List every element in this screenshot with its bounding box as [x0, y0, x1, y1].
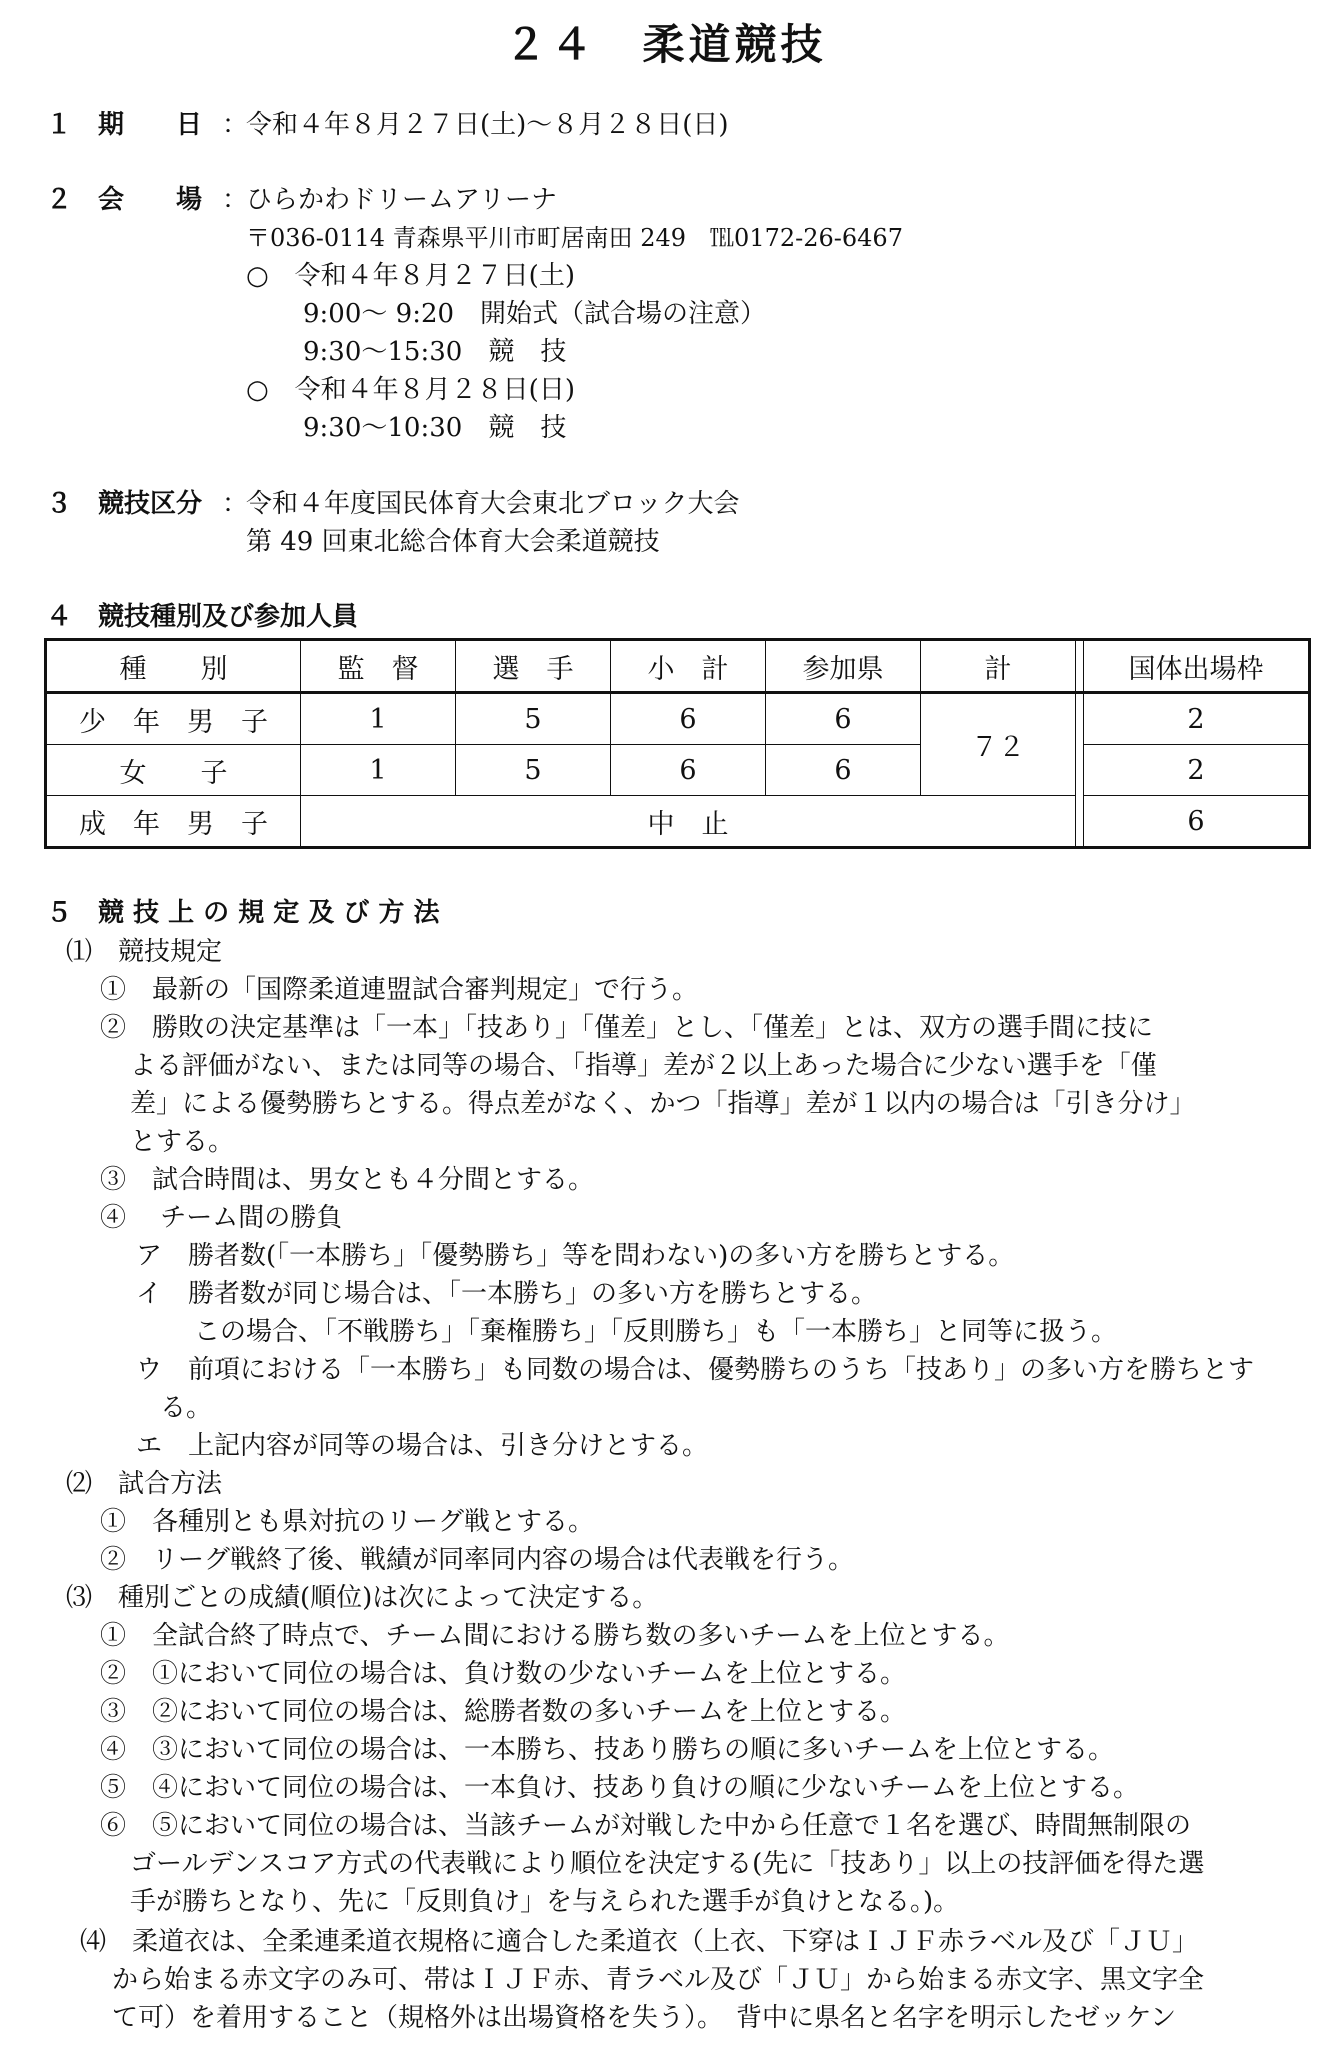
competition-category-1: 令和４年度国民体育大会東北ブロック大会: [246, 489, 740, 519]
row-total: ７２: [921, 693, 1076, 796]
row-type: 女 子: [46, 745, 301, 796]
rule-2-1: ① 各種別とも県対抗のリーグ戦とする。: [100, 1507, 595, 1537]
row-coach: 1: [301, 693, 456, 745]
row-players: 5: [456, 745, 611, 796]
header-prefectures: 参加県: [766, 640, 921, 693]
section-1-number: １: [46, 110, 73, 140]
section-2-colon: ：: [222, 185, 249, 215]
rule-3-2: ② ①において同位の場合は、負け数の少ないチームを上位とする。: [100, 1659, 907, 1689]
rule-3-5: ⑤ ④において同位の場合は、一本負け、技あり負けの順に少ないチームを上位とする。: [100, 1773, 1139, 1803]
header-type: 種 別: [46, 640, 301, 693]
section-4-label: 競技種別及び参加人員: [98, 602, 359, 632]
day1-opening: 9:00～ 9:20 開始式（試合場の注意）: [303, 299, 767, 329]
subsection-4-line3: て可）を着用すること（規格外は出場資格を失う）。 背中に県名と名字を明示したゼッケン: [112, 2003, 1177, 2033]
rule-3-3: ③ ②において同位の場合は、総勝者数の多いチームを上位とする。: [100, 1697, 907, 1727]
section-4-number: ４: [46, 602, 73, 632]
rule-1-2-line4: とする。: [130, 1127, 235, 1157]
table-gap: [1076, 693, 1084, 745]
rule-1-4-a: ア 勝者数(「一本勝ち」「優勢勝ち」等を問わない)の多い方を勝ちとする。: [136, 1241, 1015, 1271]
section-1-colon: ：: [222, 110, 249, 140]
row-quota: 2: [1084, 693, 1310, 745]
rule-1-4-c-cont: る。: [160, 1393, 213, 1423]
row-prefectures: 6: [766, 745, 921, 796]
rule-3-1: ① 全試合終了時点で、チーム間における勝ち数の多いチームを上位とする。: [100, 1621, 1010, 1651]
rule-3-6-line2: ゴールデンスコア方式の代表戦により順位を決定する(先に「技あり」以上の技評価を得た選: [130, 1849, 1205, 1879]
venue-address: 〒036-0114 青森県平川市町居南田 249 ℡0172-26-6467: [246, 224, 903, 252]
participants-table: [44, 638, 1311, 849]
row-players: 5: [456, 693, 611, 745]
rule-1-4-c: ウ 前項における「一本勝ち」も同数の場合は、優勢勝ちのうち「技あり」の多い方を勝ちとす: [136, 1355, 1255, 1385]
table-gap: [1076, 640, 1084, 693]
table-header-row: [46, 640, 1310, 693]
section-2-label: 会 場: [98, 185, 203, 215]
row-subtotal: 6: [611, 693, 766, 745]
rule-1-2-line2: よる評価がない、または同等の場合、「指導」差が２以上あった場合に少ない選手を「僅: [130, 1051, 1157, 1081]
venue-name: ひらかわドリームアリーナ: [246, 185, 557, 215]
row-type: 少 年 男 子: [46, 693, 301, 745]
section-3-number: ３: [46, 489, 73, 519]
rule-1-4-d: エ 上記内容が同等の場合は、引き分けとする。: [136, 1431, 709, 1461]
header-total: 計: [921, 640, 1076, 693]
table-row: [46, 796, 1310, 848]
table-gap: [1076, 745, 1084, 796]
subsection-4-line2: から始まる赤文字のみ可、帯はＩＪＦ赤、青ラベル及び「ＪＵ」から始まる赤文字、黒文字全: [112, 1965, 1205, 1995]
row-coach: 1: [301, 745, 456, 796]
table-gap: [1076, 796, 1084, 848]
rule-1-2-line1: ② 勝敗の決定基準は「一本」「技あり」「僅差」とし、「僅差」とは、双方の選手間に技に: [100, 1013, 1154, 1043]
section-3-label: 競技区分: [98, 489, 203, 519]
rule-1-1: ① 最新の「国際柔道連盟試合審判規定」で行う。: [100, 975, 699, 1005]
rule-1-4: ④ チーム間の勝負: [100, 1203, 343, 1233]
row-subtotal: 6: [611, 745, 766, 796]
day2-date: ○ 令和４年８月２８日(日): [246, 375, 575, 405]
section-2-number: ２: [46, 185, 73, 215]
row-prefectures: 6: [766, 693, 921, 745]
competition-category-2: 第 49 回東北総合体育大会柔道競技: [246, 527, 660, 557]
row-cancelled: 中 止: [301, 796, 1076, 848]
rule-1-3: ③ 試合時間は、男女とも４分間とする。: [100, 1165, 595, 1195]
subsection-2: ⑵ 試合方法: [66, 1469, 223, 1499]
table-row: [46, 745, 1310, 796]
section-1-label: 期 日: [98, 110, 203, 140]
header-coach: 監 督: [301, 640, 456, 693]
day1-competition: 9:30～15:30 競 技: [303, 337, 567, 367]
page-title: ２４ 柔道競技: [504, 20, 827, 69]
rule-3-6-line1: ⑥ ⑤において同位の場合は、当該チームが対戦した中から任意で１名を選び、時間無制限の: [100, 1811, 1191, 1841]
rule-1-2-line3: 差」による優勢勝ちとする。得点差がなく、かつ「指導」差が１以内の場合は「引き分け」: [130, 1089, 1196, 1119]
section-5-label: 競 技 上 の 規 定 及 び 方 法: [98, 898, 440, 928]
rule-3-4: ④ ③において同位の場合は、一本勝ち、技あり勝ちの順に多いチームを上位とする。: [100, 1735, 1115, 1765]
header-quota: 国体出場枠: [1084, 640, 1310, 693]
subsection-4-line1: ⑷ 柔道衣は、全柔連柔道衣規格に適合した柔道衣（上衣、下穿はＩＪＦ赤ラベル及び「ＪＵ」: [80, 1927, 1199, 1957]
header-players: 選 手: [456, 640, 611, 693]
row-quota: 6: [1084, 796, 1310, 848]
section-3-colon: ：: [222, 489, 249, 519]
header-subtotal: 小 計: [611, 640, 766, 693]
section-5-number: ５: [46, 898, 73, 928]
subsection-3: ⑶ 種別ごとの成績(順位)は次によって決定する。: [66, 1583, 659, 1613]
rule-1-4-b: イ 勝者数が同じ場合は、「一本勝ち」の多い方を勝ちとする。: [136, 1279, 878, 1309]
row-quota: 2: [1084, 745, 1310, 796]
subsection-1: ⑴ 競技規定: [66, 937, 223, 967]
table-row: [46, 693, 1310, 745]
rule-1-4-b-note: この場合、「不戦勝ち」「棄権勝ち」「反則勝ち」も「一本勝ち」と同等に扱う。: [194, 1317, 1118, 1347]
row-type: 成 年 男 子: [46, 796, 301, 848]
rule-2-2: ② リーグ戦終了後、戦績が同率同内容の場合は代表戦を行う。: [100, 1545, 855, 1575]
day2-competition: 9:30～10:30 競 技: [303, 413, 567, 443]
section-1-date: 令和４年８月２７日(土)～８月２８日(日): [246, 110, 729, 140]
day1-date: ○ 令和４年８月２７日(土): [246, 261, 575, 291]
rule-3-6-line3: 手が勝ちとなり、先に「反則負け」を与えられた選手が負けとなる。)。: [130, 1887, 960, 1917]
